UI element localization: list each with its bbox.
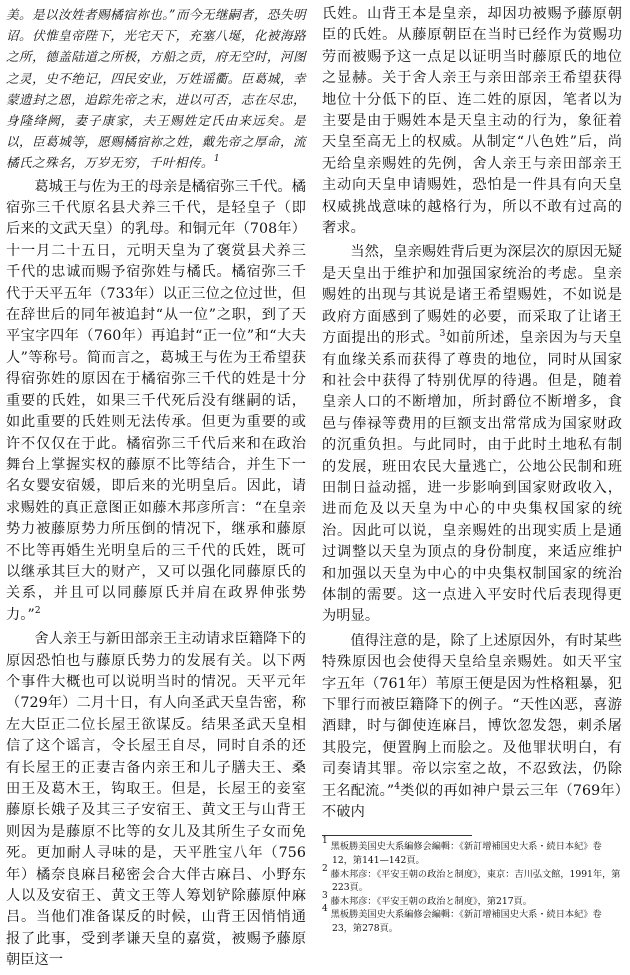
footnote-3 xyxy=(322,890,622,909)
footnote-2-number: 2 xyxy=(322,863,328,874)
paragraph-special-reasons-text-a: 值得注意的是，除了上述原因外，有时某些特殊原因也会使得天皇给皇亲赐姓。如天平宝字五年（761年）苇原王便是因为性格粗暴，犯下罪行而被臣籍降下的例子。“天性凶恶，喜游酒肆，时与御使连麻吕，博饮忽发怨，刺杀屠其股完，便置胸上而脍之。及他罪状明白，有司奏请其罪。帝以宗室之故，不忍致法，仍除王名配流。” xyxy=(322,632,622,799)
paragraph-deeper-reason-text-b: 如前所述，皇亲因为与天皇有血缘关系而获得了尊贵的地位，同时从国家和社会中获得了特别优厚的待遇。但是，随着皇亲人口的不断增加，所封爵位不断增多，食邑与俸禄等费用的巨额支出常常成为国家财政的沉重负担。与此同时，由于此时土地私有制的发展，班田农民大量逃亡，公地公民制和班田制日益动摇，进一步影响到国家财政收入，进而危及以天皇为中心的中央集权国家的统治。因此可以说，皇亲赐姓的出现实质上是通过调整以天皇为顶点的身份制度，来适应维护和加强以天皇为中心的中央集权制国家的统治体制的需要。这一点进入平安时代后表现得更为明显。 xyxy=(322,330,622,625)
footnote-1 xyxy=(322,836,622,867)
memorial-quote xyxy=(6,4,306,174)
paragraph-deeper-reason-text-a: 当然，皇亲赐姓背后更为深层次的原因无疑是天皇出于维护和加强国家统治的考虑。皇亲赐姓的出现与其说是诸王希望赐姓，不如说是政府方面感到了赐姓的必要，而采取了让诸王方面提出的形式。 xyxy=(322,244,622,347)
footnote-1-text: 黑板勝美国史大系編修会編輯：《新訂增補国史大系・続日本紀》卷12，第141—142頁。 xyxy=(330,841,602,867)
footnote-rule xyxy=(322,835,472,836)
footnote-ref-3: 3 xyxy=(439,329,446,340)
footnote-4-text: 黑板勝美国史大系編修会編輯：《新訂增補国史大系・続日本紀》卷23，第278頁。 xyxy=(330,909,602,934)
footnote-ref-2: 2 xyxy=(34,605,41,616)
right-column xyxy=(322,4,622,936)
paragraph-special-reasons-text-b: 类似的再如神户景云三年（769年）不破内 xyxy=(322,782,622,821)
memorial-quote-text: 美。是以汝姓者赐橘宿祢也。”而今无继嗣者，恐失明诏。伏惟皇帝陛下，光宅天下，充塞八埏，化被海路之所，德盖陆道之所极，方船之贡，府无空时，河图之灵，史不绝记，四民安业，万姓谣衢。臣葛城，幸蒙遗封之恩，追踪先帝之末，进以可否，志在尽忠，身隆绛阙，妻子康家，夫王赐姓定氏由来远矣。是以，臣葛城等，愿赐橘宿祢之姓，戴先帝之厚命，流橘氏之殊名，万岁无穷，千叶相传。 xyxy=(6,7,306,171)
footnote-3-number: 3 xyxy=(322,890,328,901)
left-column xyxy=(6,4,306,975)
footnote-2 xyxy=(322,863,622,895)
footnote-ref-1: 1 xyxy=(213,154,221,165)
paragraph-special-reasons xyxy=(322,631,622,824)
footnote-4 xyxy=(322,904,622,935)
footnote-1-number: 1 xyxy=(322,836,328,847)
footnote-ref-4: 4 xyxy=(394,781,401,792)
paragraph-continued: 氏姓。山背王本是皇亲，却因功被赐予藤原朝臣的氏姓。从藤原朝臣在当时已经作为赏赐功劳而被赐予这一点足以证明当时藤原氏的地位之显赫。关于舍人亲王与亲田部亲王希望获得地位十分低下的臣、连二姓的原因，笔者以为主要是由于赐姓本是天皇主动的行为，象征着天皇至高无上的权威。从制定“八色姓”后，尚无给皇亲赐姓的先例，舍人亲王与亲田部亲王主动向天皇申请赐姓，恐怕是一件具有向天皇权威挑战意味的越格行为，所以不敢有过高的奢求。 xyxy=(322,6,622,237)
footnotes xyxy=(322,836,622,935)
paragraph-tachibana-origin-text: 葛城王与佐为王的母亲是橘宿弥三千代。橘宿弥三千代原名县犬养三千代，是轻皇子（即后来的文武天皇）的乳母。和铜元年（708年）十一月二十五日，元明天皇为了褒赏县犬养三千代的忠诚而赐予宿弥姓与橘氏。橘宿弥三千代于天平五年（733年）以正三位之位过世，但在辞世后的同年被追封“从一位”之职，到了天平宝字四年（760年）再追封“正一位”和“大夫人”等称号。简而言之，葛城王与佐为王希望获得宿弥姓的原因在于橘宿弥三千代的姓是十分重要的氏姓，如果三千代死后没有继嗣的话，如此重要的氏姓则无法传承。但更为重要的或许不仅仅在于此。橘宿弥三千代后来和在政治舞台上掌握实权的藤原不比等结合，并生下一名女婴安宿媛，即后来的光明皇后。因此，请求赐姓的真正意图正如藤木邦彦所言：“在皇亲势力被藤原势力所压倒的情况下，继承和藤原不比等再婚生光明皇后的三千代的氏姓，既可以继承其巨大的财产，又可以强化同藤原氏的关系，并且可以同藤原氏并肩在政界伸张势力。” xyxy=(6,178,306,623)
paragraph-tachibana-origin xyxy=(6,177,306,627)
footnote-3-text: 藤木邦彦：《平安王朝の政治と制度》，第217頁。 xyxy=(330,895,532,907)
footnote-4-number: 4 xyxy=(322,904,328,915)
paragraph-prince-toneri: 舍人亲王与新田部亲王主动请求臣籍降下的原因恐怕也与藤原氏势力的发展有关。以下两个事件大概也可以说明当时的情况。天平元年（729年）二月十日，有人向圣武天皇告密，称左大臣正二位长屋王欲谋反。结果圣武天皇相信了这个谣言，令长屋王自尽，同时自杀的还有长屋王的正妻吉备内亲王和儿子膳夫王、桑田王及葛木王，钩取王。但是，长屋王的妾室藤原长娥子及其三子安宿王、黄文王与山背王则因为是藤原不比等的女儿及其所生子女而免死。更加耐人寻味的是，天平胜宝八年（756年）橘奈良麻吕秘密会合大伴古麻吕、小野东人以及安宿王、黄文王等人筹划铲除藤原仲麻吕。当他们准备谋反的时候，山背王因悄悄通报了此事，受到孝谦天皇的嘉赏，被赐予藤原朝臣这一 xyxy=(6,631,306,969)
footnote-2-text: 藤木邦彦：《平安王朝の政治と制度》，東京：吉川弘文館，1991年，第223頁。 xyxy=(330,868,621,894)
paragraph-deeper-reason xyxy=(322,242,622,627)
